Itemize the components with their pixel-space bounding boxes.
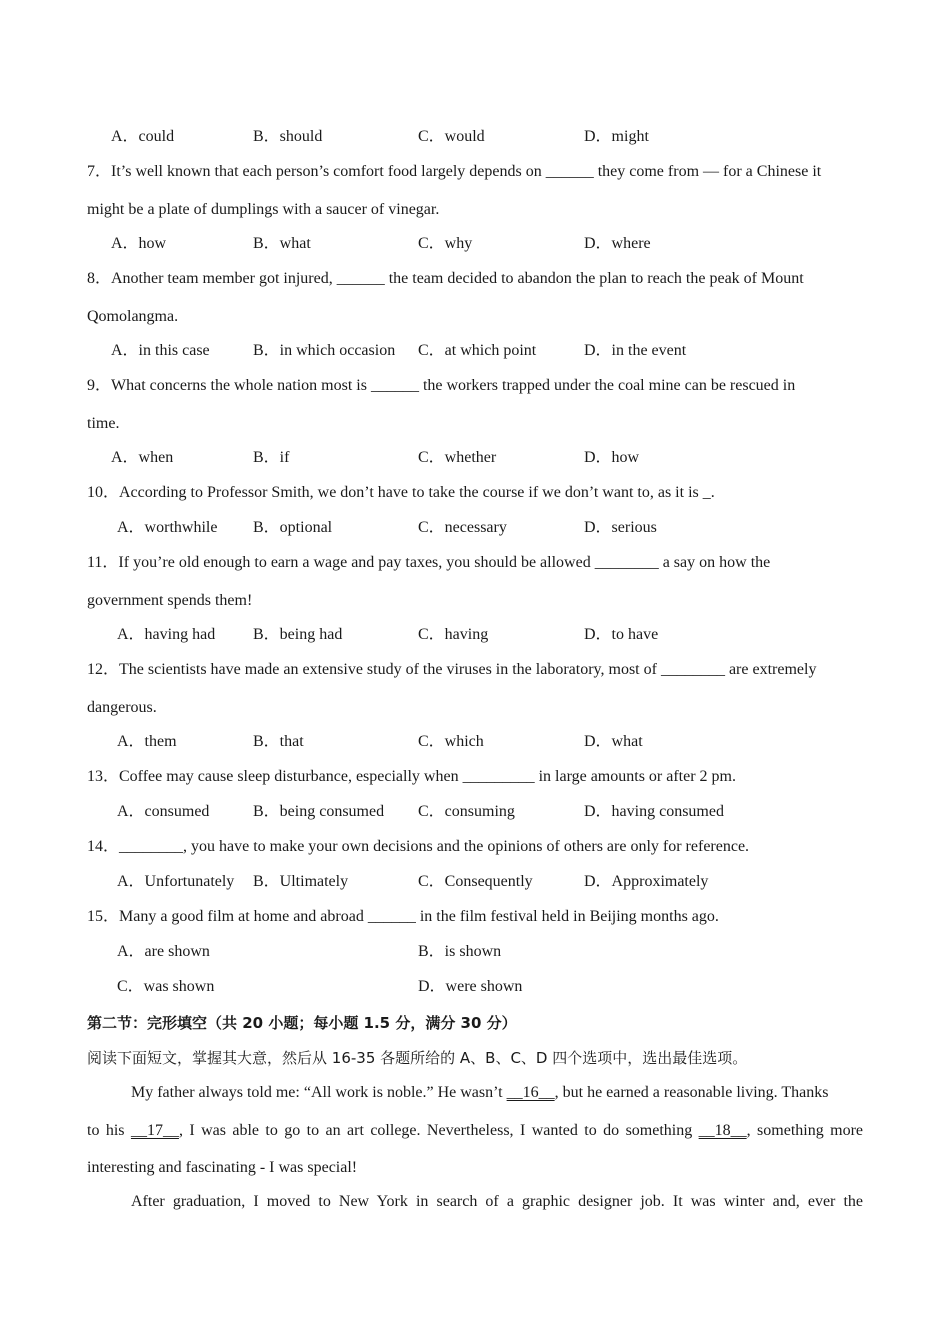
q12-option-a: A．them (117, 733, 177, 750)
q14-option-c: C．Consequently (418, 873, 533, 890)
q12-option-b: B．that (253, 733, 304, 750)
q9-option-d: D．how (584, 449, 640, 466)
blank-16: __16__ (506, 1084, 555, 1101)
q14-option-d: D．Approximately (584, 873, 709, 890)
blank-17: __17__ (130, 1122, 179, 1139)
q8-option-b: B．in which occasion (253, 342, 396, 359)
q8-stem-line1: 8．Another team member got injured, ______ the team decided to abandon the plan to reach the peak of Mount (87, 270, 804, 287)
q12-option-c: C．which (418, 733, 484, 750)
q11-option-c: C．having (418, 626, 489, 643)
q8-option-a: A．in this case (111, 342, 210, 359)
q13-option-a: A．consumed (117, 803, 210, 820)
q15-option-d: D．were shown (418, 978, 523, 995)
passage-p1-line2 (87, 1121, 863, 1141)
q6-option-b: B．should (253, 128, 323, 145)
q10-options (0, 518, 950, 538)
q9-options (0, 448, 950, 468)
q11-stem-line2: government spends them! (87, 592, 253, 609)
q7-option-a: A．how (111, 235, 167, 252)
q7-stem-line2: might be a plate of dumplings with a saucer of vinegar. (87, 201, 440, 218)
q14-option-a: A．Unfortunately (117, 873, 235, 890)
q15-option-a: A．are shown (117, 943, 210, 960)
q15-option-b: B．is shown (418, 943, 502, 960)
passage-text: , but he earned a reasonable living. Thanks (554, 1084, 829, 1101)
q6-option-a: A．could (111, 128, 175, 145)
blank-18: __18__ (698, 1122, 747, 1139)
q13-option-c: C．consuming (418, 803, 515, 820)
q13-stem: 13．Coffee may cause sleep disturbance, especially when _________ in large amounts or after 2 pm. (87, 768, 736, 785)
q14-stem: 14．________, you have to make your own decisions and the opinions of others are only for reference. (87, 838, 750, 855)
q9-option-b: B．if (253, 449, 290, 466)
q13-option-d: D．having consumed (584, 803, 724, 820)
q15-option-c: C．was shown (117, 978, 215, 995)
q15-stem: 15．Many a good film at home and abroad ______ in the film festival held in Beijing months ago. (87, 908, 719, 925)
q10-option-b: B．optional (253, 519, 333, 536)
q12-stem-line1: 12．The scientists have made an extensive study of the viruses in the laboratory, most of ________ are extremely (87, 661, 817, 678)
q11-stem-line1: 11．If you’re old enough to earn a wage and pay taxes, you should be allowed ________ a say on how the (87, 554, 771, 571)
q7-option-c: C．why (418, 235, 473, 252)
q7-option-d: D．where (584, 235, 651, 252)
q12-stem-line2: dangerous. (87, 699, 157, 716)
q11-option-a: A．having had (117, 626, 216, 643)
q14-options (0, 872, 950, 892)
q11-options (0, 625, 950, 645)
q10-stem: 10．According to Professor Smith, we don’t have to take the course if we don’t want to, as it is _. (87, 484, 715, 501)
q14-option-b: B．Ultimately (253, 873, 349, 890)
q11-option-d: D．to have (584, 626, 659, 643)
passage-text: , I was able to go to an art college. Nevertheless, I wanted to do something (178, 1122, 699, 1139)
q7-options (0, 234, 950, 254)
passage-p1-line1 (131, 1083, 828, 1103)
q10-option-d: D．serious (584, 519, 657, 536)
q8-options (0, 341, 950, 361)
q15-options-row1 (0, 942, 950, 962)
passage-text: My father always told me: “All work is noble.” He wasn’t (131, 1084, 507, 1101)
q8-stem-line2: Qomolangma. (87, 308, 179, 325)
q9-stem-line1: 9．What concerns the whole nation most is ______ the workers trapped under the coal mine can be rescued in (87, 377, 796, 394)
passage-text: to his (87, 1122, 131, 1139)
q7-option-b: B．what (253, 235, 311, 252)
q11-option-b: B．being had (253, 626, 343, 643)
q10-option-a: A．worthwhile (117, 519, 218, 536)
q6-options (0, 127, 950, 147)
q6-option-d: D．might (584, 128, 649, 145)
q8-option-d: D．in the event (584, 342, 687, 359)
q15-options-row2 (0, 977, 950, 997)
q6-option-c: C．would (418, 128, 485, 145)
section-heading: 第二节：完形填空（共 20 小题；每小题 1.5 分，满分 30 分） (87, 1014, 517, 1032)
passage-text: , something more (746, 1122, 863, 1139)
q9-stem-line2: time. (87, 415, 120, 432)
q9-option-c: C．whether (418, 449, 497, 466)
section-instruction: 阅读下面短文，掌握其大意，然后从 16-35 各题所给的 A、B、C、D 四个选项中，选出最佳选项。 (87, 1049, 748, 1067)
q12-option-d: D．what (584, 733, 643, 750)
passage-p1-line3: interesting and fascinating - I was special! (87, 1159, 358, 1176)
q13-options (0, 802, 950, 822)
passage-p2-line1: After graduation, I moved to New York in search of a graphic designer job. It was winter and, ever the (131, 1193, 863, 1210)
q10-option-c: C．necessary (418, 519, 507, 536)
q9-option-a: A．when (111, 449, 174, 466)
q13-option-b: B．being consumed (253, 803, 385, 820)
q8-option-c: C．at which point (418, 342, 537, 359)
q12-options (0, 732, 950, 752)
q7-stem-line1: 7．It’s well known that each person’s comfort food largely depends on ______ they come from — for a Chinese it (87, 163, 822, 180)
